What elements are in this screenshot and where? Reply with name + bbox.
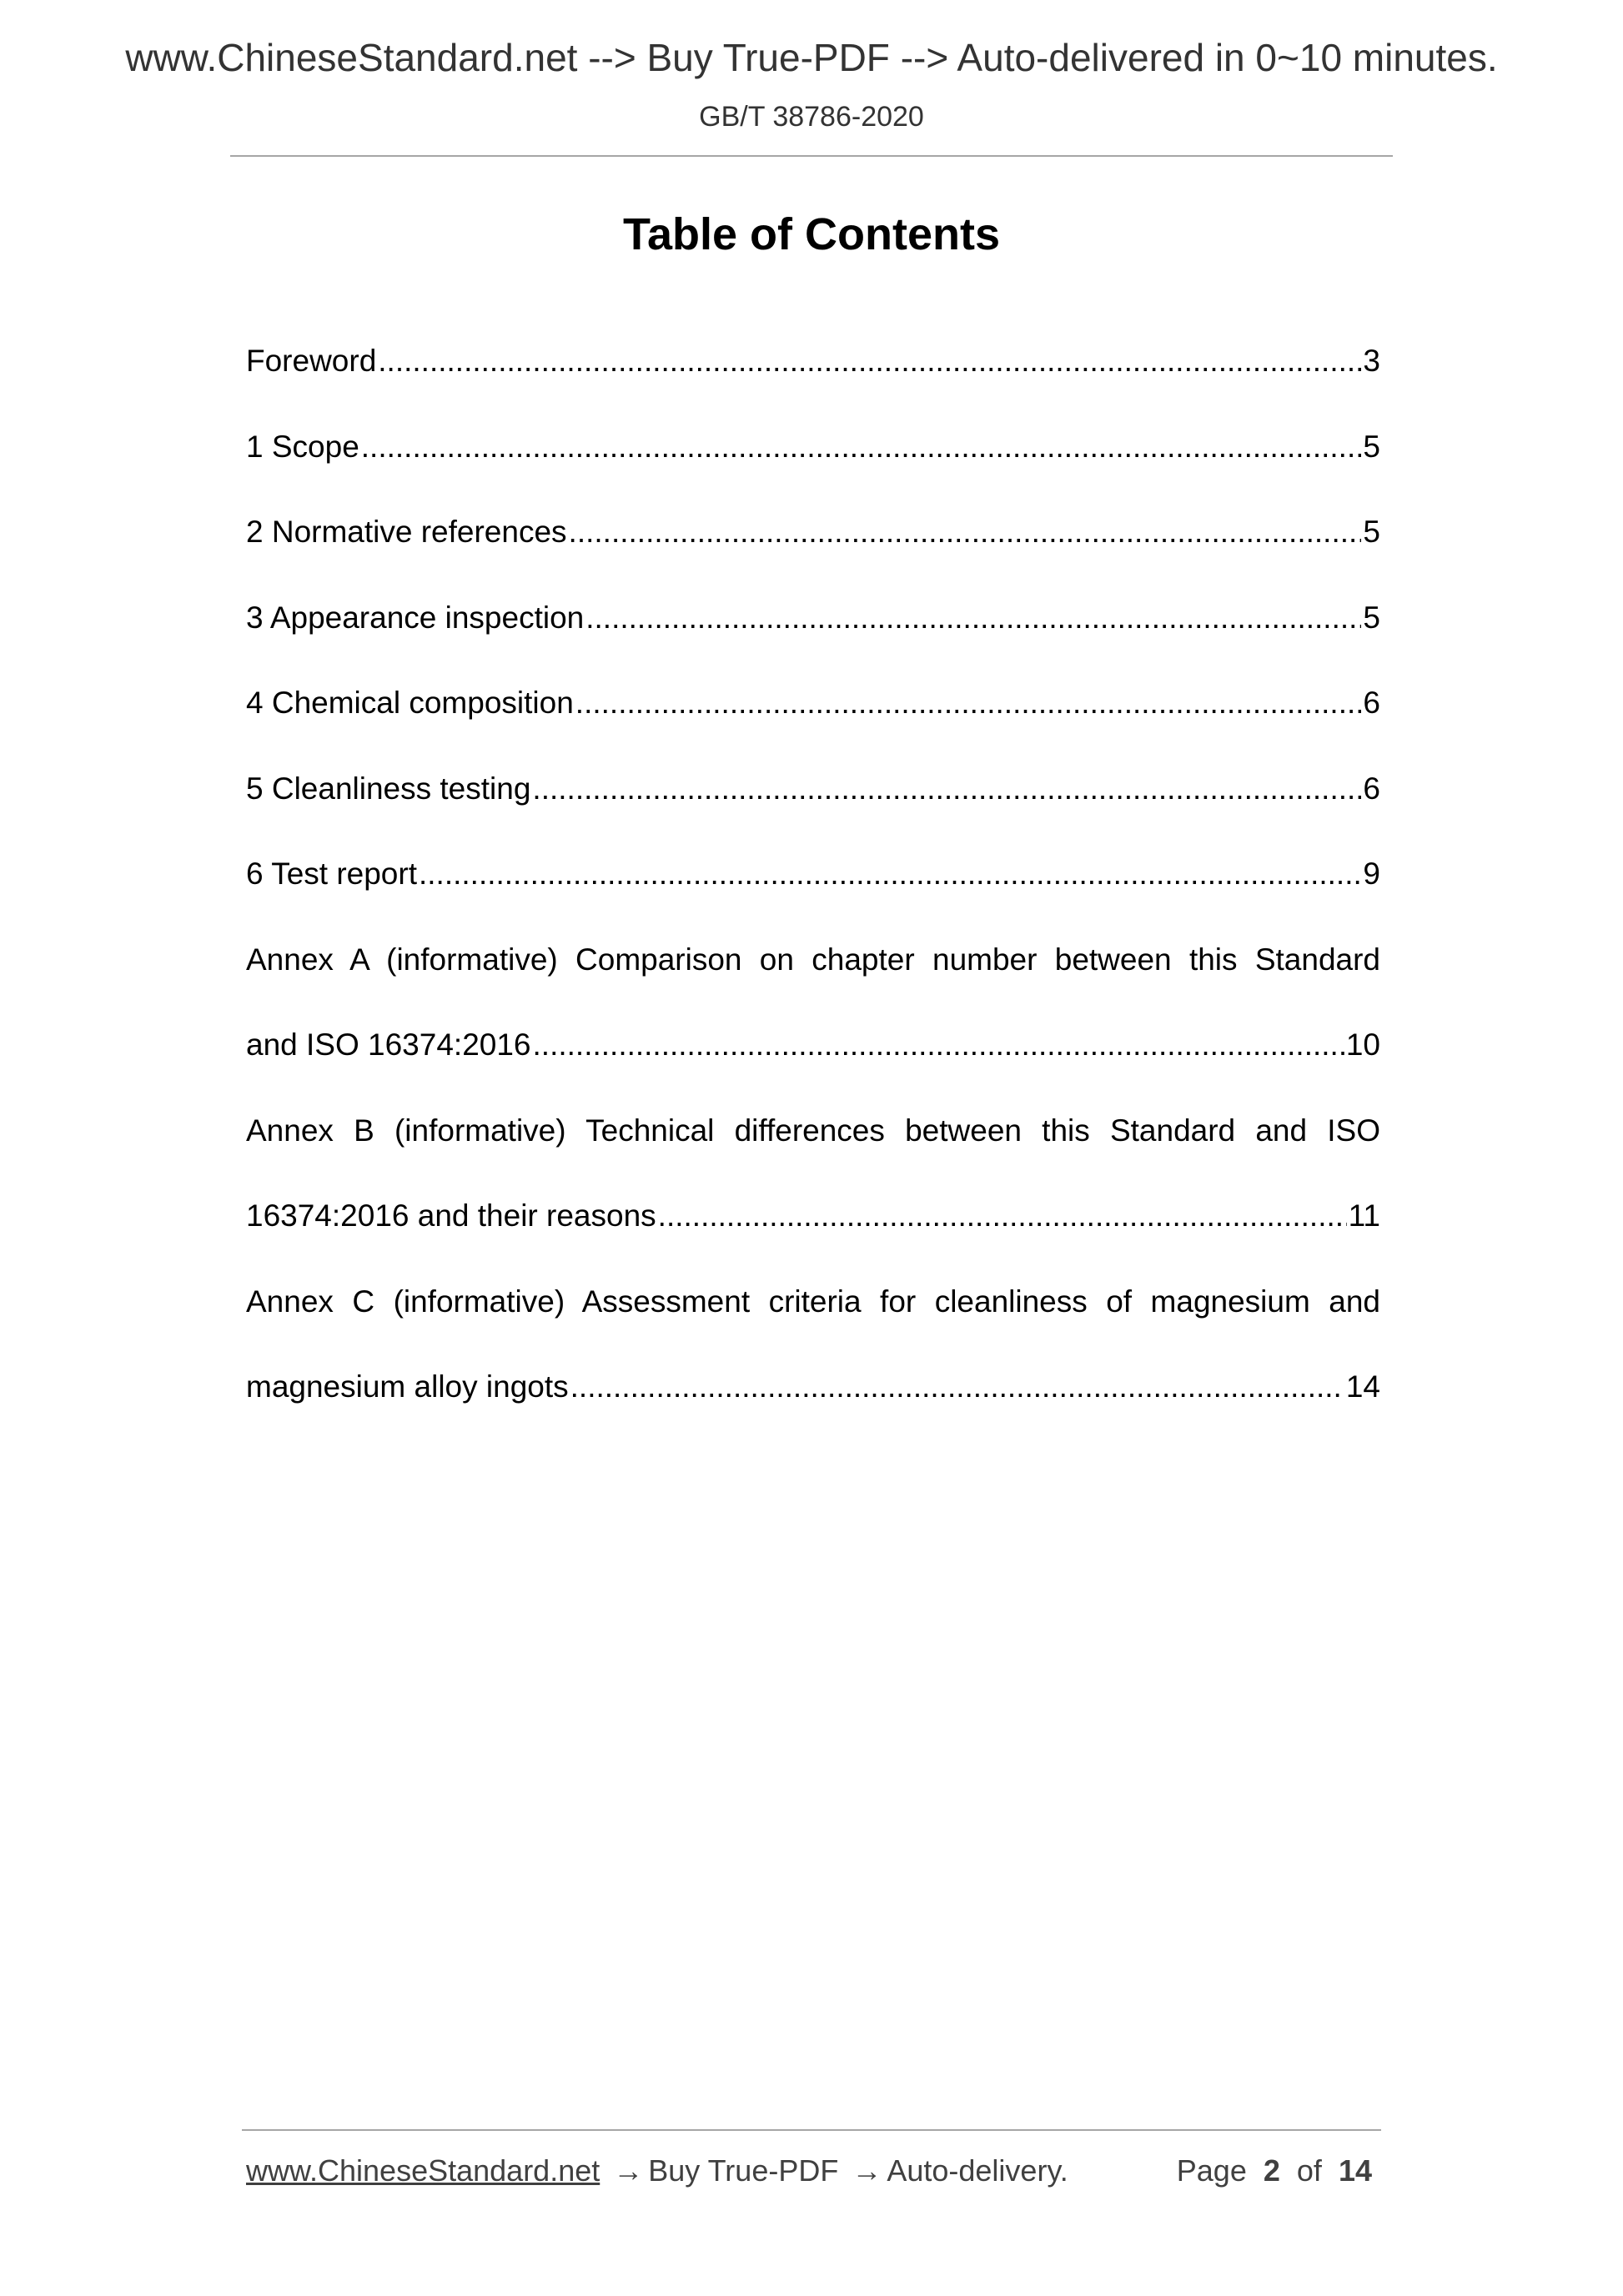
- dot-leader: [419, 849, 1361, 899]
- toc-entry-text: magnesium alloy ingots: [246, 1369, 569, 1404]
- toc-entry-text: 16374:2016 and their reasons: [246, 1198, 656, 1233]
- source-banner: www.ChineseStandard.net --> Buy True-PDF --> Auto-delivered in 0~10 minutes.: [125, 36, 1498, 79]
- toc-entry-annex-b-line1[interactable]: Annex B (informative) Technical differences between this Standard and ISO: [246, 1113, 1380, 1148]
- toc-page-number: 14: [1345, 1369, 1380, 1404]
- toc-entry-annex-c-line1[interactable]: Annex C (informative) Assessment criteria for cleanliness of magnesium and: [246, 1284, 1380, 1319]
- toc-entry-text: 1 Scope: [246, 429, 359, 464]
- dot-leader: [585, 593, 1361, 643]
- toc-entry-text: 5 Cleanliness testing: [246, 771, 531, 806]
- toc-page-number: 10: [1345, 1027, 1380, 1062]
- dot-leader: [569, 507, 1362, 557]
- footer-divider: [242, 2129, 1381, 2131]
- table-of-contents: [246, 336, 1380, 1448]
- toc-page-number: 6: [1363, 686, 1380, 720]
- dot-leader: [570, 1362, 1344, 1412]
- page-of-label: of: [1296, 2153, 1322, 2188]
- dot-leader: [361, 422, 1362, 472]
- dot-leader: [533, 1020, 1344, 1070]
- toc-entry-text: and ISO 16374:2016: [246, 1027, 531, 1062]
- toc-page-number: 6: [1363, 771, 1380, 806]
- page-indicator: [1177, 2150, 1372, 2192]
- toc-entry-annex-c[interactable]: [246, 1362, 1380, 1448]
- toc-entry-annex-a[interactable]: [246, 1020, 1380, 1106]
- site-link[interactable]: www.ChineseStandard.net: [246, 2153, 600, 2188]
- toc-entry-annex-a-line1[interactable]: Annex A (informative) Comparison on chapter number between this Standard: [246, 942, 1380, 977]
- toc-entry-scope[interactable]: [246, 422, 1380, 508]
- page-label: Page: [1176, 2153, 1247, 2188]
- arrow-right-icon: →: [613, 2153, 644, 2188]
- toc-entry-test-report[interactable]: [246, 849, 1380, 935]
- toc-entry-appearance-inspection[interactable]: [246, 593, 1380, 679]
- toc-entry-normative-references[interactable]: [246, 507, 1380, 593]
- toc-entry-foreword[interactable]: [246, 336, 1380, 422]
- toc-page-number: 5: [1363, 429, 1380, 464]
- toc-entry-text: Foreword: [246, 344, 377, 378]
- toc-entry-chemical-composition[interactable]: [246, 678, 1380, 764]
- auto-delivery-text: Auto-delivery.: [887, 2153, 1068, 2188]
- toc-entry-text: 2 Normative references: [246, 515, 567, 549]
- dot-leader: [532, 764, 1361, 814]
- page-title: Table of Contents: [623, 209, 1000, 259]
- toc-entry-cleanliness-testing[interactable]: [246, 764, 1380, 850]
- toc-page-number: 5: [1363, 600, 1380, 635]
- arrow-right-icon: →: [852, 2153, 882, 2188]
- standard-code: GB/T 38786-2020: [699, 101, 924, 133]
- toc-page-number: 5: [1363, 515, 1380, 549]
- toc-page-number: 3: [1363, 344, 1380, 378]
- total-pages-number: 14: [1338, 2153, 1372, 2188]
- toc-entry-text: 6 Test report: [246, 857, 417, 891]
- toc-page-number: 11: [1348, 1198, 1380, 1233]
- toc-page-number: 9: [1363, 857, 1380, 891]
- buy-true-pdf-text: Buy True-PDF: [648, 2153, 839, 2188]
- current-page-number: 2: [1263, 2153, 1280, 2188]
- page-footer: [246, 2150, 1380, 2192]
- dot-leader: [378, 336, 1361, 386]
- toc-entry-text: 3 Appearance inspection: [246, 600, 585, 635]
- header-divider: [230, 155, 1393, 157]
- dot-leader: [658, 1191, 1347, 1241]
- toc-entry-annex-b[interactable]: [246, 1191, 1380, 1277]
- dot-leader: [575, 678, 1362, 728]
- toc-entry-text: 4 Chemical composition: [246, 686, 574, 720]
